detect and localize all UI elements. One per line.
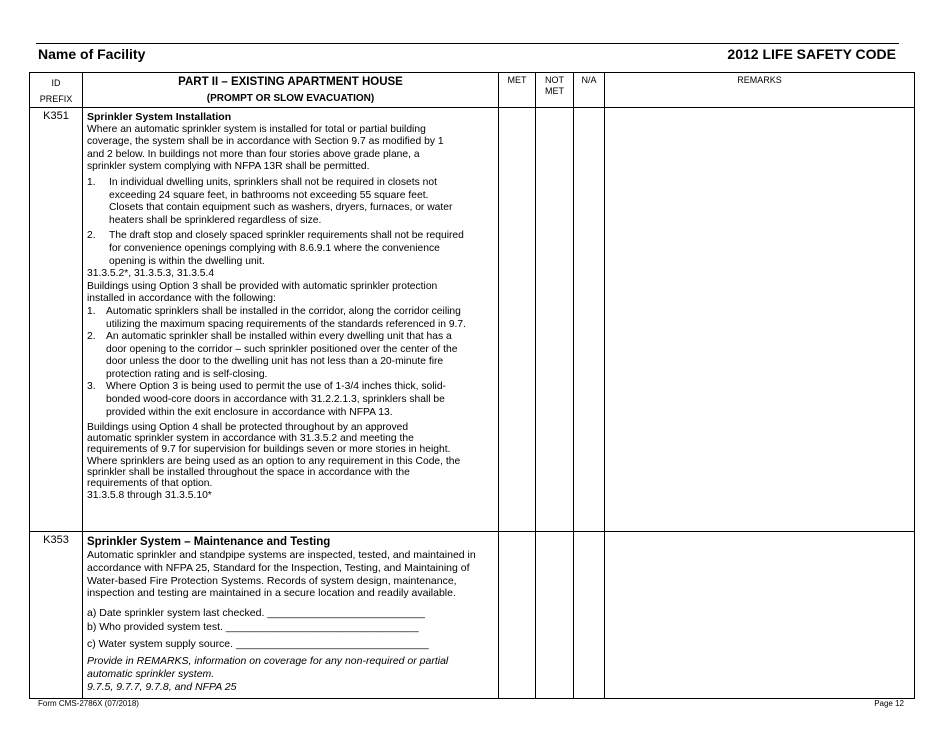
- table-row-k351: [30, 108, 915, 532]
- option-any-text: Where sprinklers are being used as an option to any requirement in this Code, the sprinkler shall be installed throughout the space in accordance with the requirements of that option.: [87, 456, 461, 490]
- row-content: [83, 532, 499, 699]
- not-met-cell[interactable]: [536, 108, 574, 532]
- part-subtitle: (PROMPT OR SLOW EVACUATION): [206, 93, 375, 104]
- id-header-label: ID: [51, 78, 61, 88]
- table-header-row: [30, 73, 915, 108]
- option3-text: Buildings using Option 3 shall be provided with automatic sprinkler protection installed in accordance with the following:: [87, 280, 438, 305]
- row-title: Sprinkler System – Maintenance and Testing: [87, 536, 331, 548]
- na-header: N/A: [574, 73, 605, 108]
- reference-text: 31.3.5.2*, 31.3.5.3, 31.3.5.4: [87, 268, 215, 280]
- part-title: PART II – EXISTING APARTMENT HOUSE: [178, 76, 403, 88]
- intro-text: Where an automatic sprinkler system is installed for total or partial building coverage, the system shall be in accordance with Section 9.7 as modified by 1 and 2 below. In buildings not more than four stories above grade plane, a sprinkler system complying with NFPA 13R shall be permitted.: [87, 123, 444, 173]
- survey-table: [29, 72, 915, 699]
- list-item: 2. An automatic sprinkler shall be installed within every dwelling unit that has a door opening to the corridor – such sprinkler positioned over the center of the door unless the door to the dwelling unit has not less than a 20-minute fire protection rating and is self-closing.: [87, 331, 458, 380]
- not-met-cell[interactable]: [536, 532, 574, 699]
- list-item: 2. The draft stop and closely spaced sprinkler requirements shall not be required for convenience openings complying with 8.6.9.1 where the convenience opening is within the dwelling unit.: [87, 230, 464, 267]
- na-cell[interactable]: [574, 532, 605, 699]
- not-met-header: [536, 73, 574, 108]
- option4-text: Buildings using Option 4 shall be protected throughout by an approved automatic sprinkler system in accordance with 31.3.5.2 and meeting the requirements of 9.7 for supervision for buildings seven or more stories in height.: [87, 422, 451, 456]
- not-met-label-2: MET: [545, 86, 564, 96]
- table-row-k353: [30, 532, 915, 699]
- code-title: 2012 LIFE SAFETY CODE: [727, 46, 896, 62]
- reference-text: 9.7.5, 9.7.7, 9.7.8, and NFPA 25: [87, 680, 237, 693]
- remarks-note: Provide in REMARKS, information on coverage for any non-required or partial automatic sprinkler system. 9.7.5, 9.7.7, 9.7.8, and NFPA 25: [87, 655, 495, 693]
- option3-list: [87, 306, 495, 419]
- list-item: 3. Where Option 3 is being used to permit the use of 1-3/4 inches thick, solid- bonded wood-core doors in accordance with 31.2.2.1.3, sprinklers shall be provided within the exit enclosure in accordance with NFPA 13.: [87, 381, 446, 418]
- body-text: Automatic sprinkler and standpipe systems are inspected, tested, and maintained in accordance with NFPA 25, Standard for the Inspection, Testing, and Maintaining of Water-based Fire Protection Systems. Records of system design, maintenance, inspection and testing are maintained in a secure location and readily available.: [87, 549, 476, 600]
- not-met-label-1: NOT: [545, 75, 564, 85]
- facility-name-label: Name of Facility: [38, 46, 146, 62]
- na-cell[interactable]: [574, 108, 605, 532]
- reference-text: 31.3.5.8 through 31.3.5.10*: [87, 490, 212, 502]
- field-test-provider[interactable]: b) Who provided system test. _________________________________: [87, 621, 419, 634]
- part-header: [83, 73, 499, 108]
- page-number: Page 12: [874, 699, 904, 708]
- met-cell[interactable]: [499, 532, 536, 699]
- met-header: MET: [499, 73, 536, 108]
- row-title: Sprinkler System Installation: [87, 111, 232, 123]
- field-date-checked[interactable]: a) Date sprinkler system last checked. ___________________________: [87, 607, 425, 620]
- row-id: K353: [30, 532, 83, 699]
- row-id: K351: [30, 108, 83, 532]
- field-water-supply[interactable]: c) Water system supply source. _________________________________: [87, 638, 429, 651]
- list-item: 1. In individual dwelling units, sprinklers shall not be required in closets not exceeding 24 square feet, in bathrooms not exceeding 55 square feet. Closets that contain equipment such as washers, dryers, furnaces, or water heaters shall be sprinklered regardless of size.: [87, 176, 453, 226]
- form-number: Form CMS-2786X (07/2018): [38, 699, 139, 708]
- prefix-header-label: PREFIX: [39, 94, 73, 104]
- remarks-cell[interactable]: [605, 108, 915, 532]
- exceptions-list: [87, 177, 495, 268]
- id-prefix-header: [30, 73, 83, 108]
- met-cell[interactable]: [499, 108, 536, 532]
- header-rule: [36, 43, 899, 44]
- row-content: [83, 108, 499, 532]
- list-item: 1. Automatic sprinklers shall be installed in the corridor, along the corridor ceiling utilizing the maximum spacing requirements of the standards referenced in 9.7.: [87, 305, 467, 330]
- remarks-cell[interactable]: [605, 532, 915, 699]
- remarks-header: REMARKS: [605, 73, 915, 108]
